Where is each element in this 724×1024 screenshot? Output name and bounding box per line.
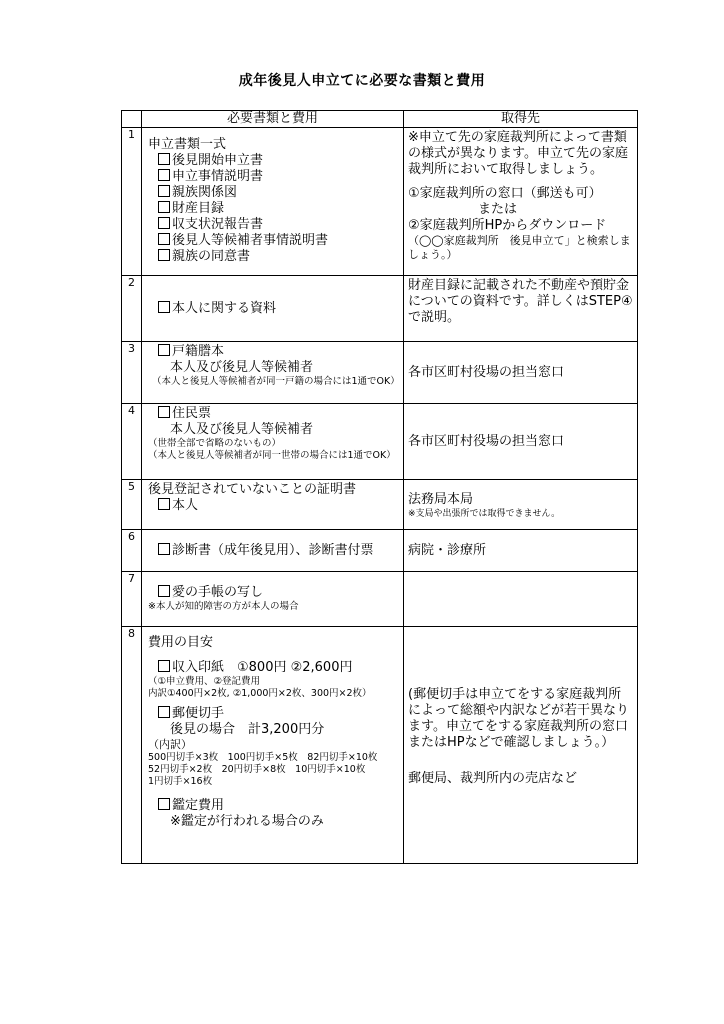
source-text: 各市区町村役場の担当窓口 xyxy=(408,433,565,449)
doc-note: （①申立費用、②登記費用 xyxy=(148,676,261,687)
checkbox-icon xyxy=(158,169,170,181)
doc-subitem: 後見の場合 計3,200円分 xyxy=(170,722,325,737)
checkbox-icon xyxy=(158,344,170,356)
table-row xyxy=(122,530,638,572)
doc-note: 500円切手×3枚 100円切手×5枚 82円切手×10枚 xyxy=(148,752,378,763)
table-row xyxy=(122,572,638,627)
source-cell xyxy=(404,627,638,864)
checkbox-icon xyxy=(158,201,170,213)
doc-item: 戸籍謄本 xyxy=(148,344,398,360)
doc-subitem: 本人及び後見人等候補者 xyxy=(170,360,314,375)
row-number: 3 xyxy=(122,342,142,404)
table-row xyxy=(122,627,638,864)
row-number: 6 xyxy=(122,530,142,572)
doc-heading: 後見登記されていないことの証明書 xyxy=(148,482,357,497)
doc-item: 鑑定費用 xyxy=(148,798,398,814)
source-note: ※支局や出張所では取得できません。 xyxy=(408,509,561,519)
doc-item: 親族の同意書 xyxy=(148,249,398,265)
source-text: 郵便局、裁判所内の売店など xyxy=(408,771,578,786)
doc-item: 診断書（成年後見用）、診断書付票 xyxy=(148,543,398,559)
table-row xyxy=(122,342,638,404)
source-cell xyxy=(404,342,638,404)
doc-note: （本人と後見人等候補者が同一世帯の場合には1通でOK） xyxy=(148,450,396,461)
source-note: ※申立て先の家庭裁判所によって書類の様式が異なります。申立て先の家庭裁判所において取得しましょう。 xyxy=(408,130,628,177)
doc-item: 収入印紙 ①800円 ②2,600円 xyxy=(148,660,398,676)
docs-cell xyxy=(142,627,404,864)
table-header-row xyxy=(122,111,638,128)
row-number: 7 xyxy=(122,572,142,627)
doc-subitem: ※鑑定が行われる場合のみ xyxy=(170,814,324,829)
source-cell xyxy=(404,404,638,480)
page-title: 成年後見人申立てに必要な書類と費用 xyxy=(238,73,486,89)
doc-note: ※本人が知的障害の方が本人の場合 xyxy=(148,601,299,612)
doc-note: （世帯全部で省略のないもの） xyxy=(148,438,282,449)
checkbox-icon xyxy=(158,543,170,555)
source-text: 各市区町村役場の担当窓口 xyxy=(408,364,565,380)
docs-cell xyxy=(142,480,404,530)
table-row xyxy=(122,404,638,480)
row-number: 1 xyxy=(122,128,142,276)
doc-item: 郵便切手 xyxy=(148,706,398,722)
source-cell xyxy=(404,530,638,572)
source-cell xyxy=(404,128,638,276)
row-number: 4 xyxy=(122,404,142,480)
checkbox-icon xyxy=(158,185,170,197)
row-number: 8 xyxy=(122,627,142,864)
doc-item: 本人に関する資料 xyxy=(148,301,398,317)
source-cell xyxy=(404,276,638,342)
checkbox-icon xyxy=(158,249,170,261)
checkbox-icon xyxy=(158,706,170,718)
docs-cell xyxy=(142,276,404,342)
doc-note: （本人と後見人等候補者が同一戸籍の場合には1通でOK） xyxy=(152,376,400,387)
source-text: 法務局本局 xyxy=(408,492,474,507)
checkbox-icon xyxy=(158,585,170,597)
source-text: （◯◯家庭裁判所 後見申立て」と検索しましょう。） xyxy=(408,234,631,261)
source-text: ②家庭裁判所HPからダウンロード xyxy=(408,218,607,233)
doc-subitem: 本人及び後見人等候補者 xyxy=(170,422,314,437)
header-blank xyxy=(122,111,142,128)
documents-table xyxy=(121,110,638,864)
docs-cell xyxy=(142,342,404,404)
header-docs: 必要書類と費用 xyxy=(142,111,404,128)
doc-note: 1円切手×16枚 xyxy=(148,776,213,787)
doc-heading: 申立書類一式 xyxy=(148,137,227,152)
checkbox-icon xyxy=(158,660,170,672)
doc-note: 内訳①400円×2枚, ②1,000円×2枚、300円×2枚） xyxy=(148,688,372,699)
checkbox-icon xyxy=(158,301,170,313)
source-note: (郵便切手は申立てをする家庭裁判所によって総額や内訳などが若干異なります。申立てをする家庭裁判所の窓口またはHPなどで確認しましょう。） xyxy=(408,687,630,750)
checkbox-icon xyxy=(158,217,170,229)
checkbox-icon xyxy=(158,498,170,510)
doc-item: 住民票 xyxy=(148,406,398,422)
docs-cell xyxy=(142,128,404,276)
doc-note: 52円切手×2枚 20円切手×8枚 10円切手×10枚 xyxy=(148,764,366,775)
checkbox-icon xyxy=(158,406,170,418)
header-source: 取得先 xyxy=(404,111,638,128)
checkbox-icon xyxy=(158,798,170,810)
docs-cell xyxy=(142,530,404,572)
doc-item: 後見人等候補者事情説明書 xyxy=(148,233,398,249)
table-row xyxy=(122,276,638,342)
source-text: または xyxy=(478,202,518,217)
doc-item: 愛の手帳の写し xyxy=(148,585,398,601)
docs-cell xyxy=(142,404,404,480)
doc-item: 申立事情説明書 xyxy=(148,169,398,185)
row-number: 2 xyxy=(122,276,142,342)
source-text: 病院・診療所 xyxy=(408,542,487,558)
checkbox-icon xyxy=(158,233,170,245)
source-cell xyxy=(404,572,638,627)
doc-item: 収支状況報告書 xyxy=(148,217,398,233)
doc-item: 親族関係図 xyxy=(148,185,398,201)
doc-item: 後見開始申立書 xyxy=(148,153,398,169)
row-number: 5 xyxy=(122,480,142,530)
source-cell xyxy=(404,480,638,530)
checkbox-icon xyxy=(158,153,170,165)
docs-cell xyxy=(142,572,404,627)
doc-heading: 費用の目安 xyxy=(148,635,214,650)
doc-item: 財産目録 xyxy=(148,201,398,217)
doc-note: （内訳） xyxy=(148,738,192,751)
table-row xyxy=(122,480,638,530)
source-text: ①家庭裁判所の窓口（郵送も可） xyxy=(408,186,602,201)
doc-item: 本人 xyxy=(148,498,398,514)
table-row xyxy=(122,128,638,276)
source-text: 財産目録に記載された不動産や預貯金についての資料です。詳しくはSTEP④で説明。 xyxy=(408,278,633,325)
